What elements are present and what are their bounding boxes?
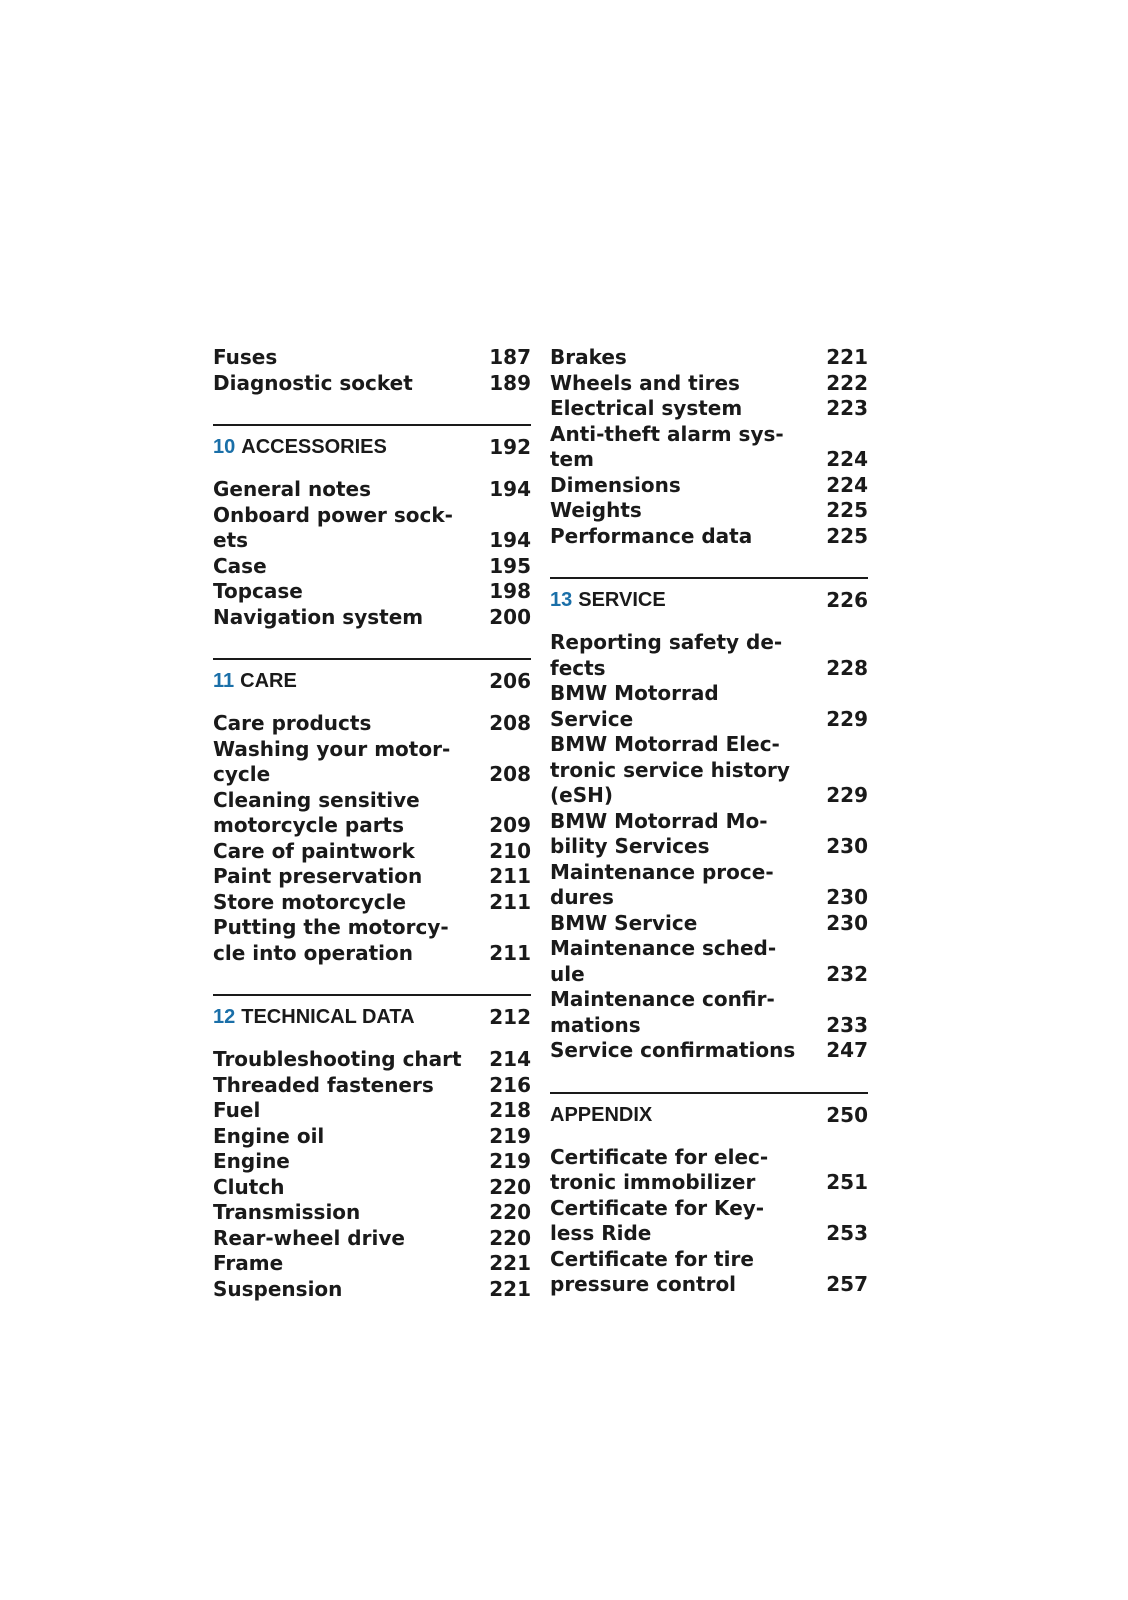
toc-entry-page: 229 (826, 706, 868, 731)
section-number: 13 (550, 589, 573, 611)
toc-entry-title: Transmission (213, 1200, 361, 1224)
toc-entry[interactable] (213, 737, 531, 788)
toc-entry-page: 225 (826, 523, 868, 548)
toc-entry-title: Anti-theft alarm sys- tem (550, 421, 784, 471)
toc-entry-title: Maintenance proce- dures (550, 859, 774, 909)
section-label (213, 434, 387, 460)
toc-entry[interactable] (550, 987, 868, 1038)
toc-entry-page: 251 (826, 1170, 868, 1194)
toc-entry[interactable] (213, 1251, 531, 1277)
toc-entry[interactable] (213, 554, 531, 580)
toc-entry-title: BMW Motorrad Mo- bility Services (550, 808, 768, 858)
toc-entry-title: Diagnostic socket (213, 370, 413, 395)
toc-entry-page: 228 (826, 655, 868, 680)
toc-entry-title: Certificate for elec- tronic immobilizer (550, 1144, 769, 1194)
toc-entry-title: Maintenance sched- ule (550, 936, 777, 986)
toc-entry-page: 247 (826, 1038, 868, 1062)
toc-entry[interactable] (213, 890, 531, 916)
toc-entry[interactable] (213, 1149, 531, 1175)
toc-entry[interactable] (213, 503, 531, 554)
toc-entry-title: Certificate for tire pressure control (550, 1246, 754, 1296)
toc-entry[interactable] (550, 809, 868, 860)
section-label (213, 1004, 415, 1030)
toc-entry-page: 225 (826, 498, 868, 522)
toc-entry-title: Performance data (550, 523, 753, 548)
section-page-number: 192 (489, 435, 531, 459)
section-page-number: 212 (489, 1005, 531, 1029)
toc-entry-page: 208 (489, 762, 531, 786)
toc-entry-title: Certificate for Key- less Ride (550, 1195, 765, 1245)
toc-entry-title: General notes (213, 477, 371, 501)
toc-entry-page: 216 (489, 1072, 531, 1097)
toc-entry[interactable] (213, 1073, 531, 1099)
toc-entry-page: 210 (489, 838, 531, 863)
toc-entry-page: 211 (489, 889, 531, 914)
toc-entry-page: 194 (489, 528, 531, 552)
toc-entry-title: Threaded fasteners (213, 1072, 434, 1097)
toc-entry-page: 198 (489, 579, 531, 603)
toc-entry[interactable] (213, 1047, 531, 1073)
section-title: ACCESSORIES (241, 436, 387, 458)
toc-entry[interactable] (213, 839, 531, 865)
section-title: TECHNICAL DATA (241, 1006, 415, 1028)
toc-entry-page: 220 (489, 1225, 531, 1250)
section-number: 10 (213, 436, 236, 458)
toc-entry-page: 211 (489, 940, 531, 965)
toc-entry-page: 200 (489, 604, 531, 629)
toc-entry[interactable] (213, 477, 531, 503)
toc-entry-page: 208 (489, 711, 531, 735)
toc-entry-title: Putting the motorcy- cle into operation (213, 915, 449, 965)
toc-entry-title: Fuses (213, 345, 278, 369)
toc-entry-page: 233 (826, 1012, 868, 1037)
toc-entry[interactable] (550, 1247, 868, 1298)
toc-entry[interactable] (550, 1145, 868, 1196)
toc-entry-page: 218 (489, 1098, 531, 1122)
toc-entry-title: Paint preservation (213, 864, 423, 888)
toc-entry[interactable] (213, 1200, 531, 1226)
toc-entry-page: 195 (489, 553, 531, 578)
toc-entry-page: 187 (489, 345, 531, 369)
toc-entry-page: 221 (489, 1276, 531, 1301)
toc-entry-title: Store motorcycle (213, 889, 407, 914)
toc-entry[interactable] (550, 732, 868, 809)
toc-entry-page: 220 (489, 1174, 531, 1199)
toc-entry-page: 230 (826, 910, 868, 935)
toc-entry-title: Troubleshooting chart (213, 1047, 462, 1071)
toc-entry[interactable] (550, 1196, 868, 1247)
toc-entry[interactable] (550, 498, 868, 524)
toc-entry-title: Brakes (550, 345, 627, 369)
section-page-number: 226 (826, 588, 868, 612)
toc-entry-title: Wheels and tires (550, 370, 740, 395)
toc-entry[interactable] (550, 860, 868, 911)
toc-entry-page: 220 (489, 1200, 531, 1224)
toc-entry-title: Clutch (213, 1174, 285, 1199)
toc-entry-title: Fuel (213, 1098, 261, 1122)
toc-entry-title: Washing your motor- cycle (213, 736, 451, 786)
toc-entry-title: Care products (213, 711, 372, 735)
section-label (550, 587, 666, 613)
toc-entry-title: Suspension (213, 1276, 343, 1301)
toc-entry-page: 219 (489, 1149, 531, 1173)
toc-entry[interactable] (550, 396, 868, 422)
toc-entry[interactable] (213, 345, 531, 371)
toc-entry[interactable] (213, 1277, 531, 1303)
toc-entry-title: Care of paintwork (213, 838, 415, 863)
toc-entry-title: Reporting safety de- fects (550, 630, 783, 680)
toc-entry[interactable] (213, 788, 531, 839)
toc-entry-page: 224 (826, 447, 868, 471)
section-title: APPENDIX (550, 1103, 653, 1126)
toc-entry-title: Weights (550, 498, 642, 522)
toc-entry-title: Case (213, 553, 267, 578)
toc-entry[interactable] (550, 524, 868, 550)
toc-entry-page: 257 (826, 1272, 868, 1296)
section-number: 11 (213, 670, 235, 692)
section-page-number: 206 (489, 669, 531, 693)
toc-entry[interactable] (213, 1124, 531, 1150)
toc-entry[interactable] (213, 579, 531, 605)
toc-entry-page: 253 (826, 1221, 868, 1245)
toc-entry[interactable] (550, 422, 868, 473)
toc-entry-page: 224 (826, 472, 868, 497)
toc-entry[interactable] (550, 473, 868, 499)
toc-entry-page: 189 (489, 370, 531, 395)
toc-entry-page: 232 (826, 961, 868, 986)
toc-entry[interactable] (213, 915, 531, 966)
toc-entry-title: Electrical system (550, 396, 743, 420)
toc-entry-title: Engine (213, 1149, 290, 1173)
toc-entry-page: 230 (826, 834, 868, 858)
toc-entry[interactable] (213, 371, 531, 397)
toc-entry[interactable] (213, 1226, 531, 1252)
toc-entry[interactable] (213, 1098, 531, 1124)
toc-entry-page: 222 (826, 370, 868, 395)
toc-entry-page: 194 (489, 477, 531, 501)
toc-entry-page: 219 (489, 1123, 531, 1148)
toc-entry-title: BMW Motorrad Service (550, 681, 719, 731)
toc-entry-page: 230 (826, 885, 868, 909)
section-heading[interactable] (213, 658, 531, 694)
toc-entry-page: 223 (826, 396, 868, 420)
toc-entry[interactable] (213, 1175, 531, 1201)
section-heading[interactable] (550, 577, 868, 613)
section-heading[interactable] (550, 1092, 868, 1128)
section-title: CARE (240, 670, 297, 692)
toc-entry[interactable] (550, 911, 868, 937)
toc-column-right (550, 345, 868, 1298)
section-heading[interactable] (213, 424, 531, 460)
toc-entry-page: 209 (489, 813, 531, 837)
toc-entry-title: Maintenance confir- mations (550, 987, 775, 1037)
toc-entry-page: 221 (489, 1251, 531, 1275)
toc-entry[interactable] (550, 1038, 868, 1064)
toc-entry[interactable] (550, 630, 868, 681)
toc-entry[interactable] (213, 864, 531, 890)
toc-entry-page: 229 (826, 783, 868, 807)
toc-entry[interactable] (213, 605, 531, 631)
section-page-number: 250 (826, 1102, 868, 1127)
toc-entry[interactable] (550, 371, 868, 397)
toc-entry[interactable] (550, 345, 868, 371)
toc-entry-title: BMW Motorrad Elec- tronic service history (eSH) (550, 732, 790, 807)
section-heading[interactable] (213, 994, 531, 1030)
toc-entry-title: Cleaning sensitive motorcycle parts (213, 787, 420, 837)
section-label (213, 668, 297, 694)
toc-entry-page: 214 (489, 1047, 531, 1071)
toc-entry-title: Engine oil (213, 1123, 325, 1148)
toc-entry-page: 211 (489, 864, 531, 888)
section-title: SERVICE (578, 589, 666, 611)
toc-entry-title: Frame (213, 1251, 284, 1275)
toc-entry-title: Dimensions (550, 472, 681, 497)
section-number: 12 (213, 1006, 236, 1028)
toc-entry[interactable] (213, 711, 531, 737)
toc-entry-title: Onboard power sock- ets (213, 502, 453, 552)
toc-entry[interactable] (550, 936, 868, 987)
toc-entry-title: Rear-wheel drive (213, 1225, 405, 1250)
toc-entry-title: Topcase (213, 579, 303, 603)
toc-entry-title: BMW Service (550, 910, 698, 935)
toc-entry-title: Navigation system (213, 604, 424, 629)
toc-column-left (213, 345, 531, 1302)
toc-entry[interactable] (550, 681, 868, 732)
toc-entry-title: Service confirmations (550, 1038, 796, 1062)
toc-entry-page: 221 (826, 345, 868, 369)
section-label (550, 1102, 652, 1128)
